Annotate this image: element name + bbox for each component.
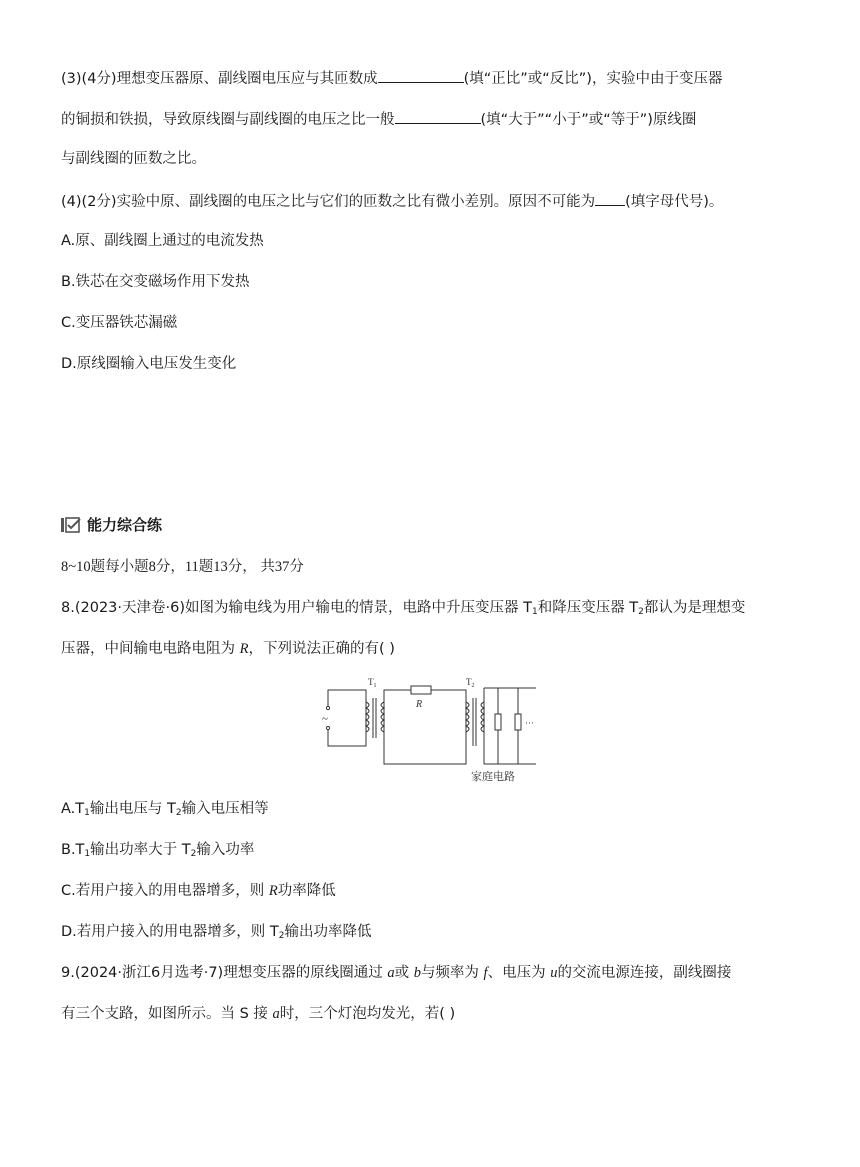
q8-stem-text-3: 都认为是理想变 bbox=[643, 600, 746, 616]
label-t2: $T_2$ bbox=[466, 677, 475, 689]
q9-text-4: 、电压为 bbox=[487, 965, 551, 981]
load-resistor-2 bbox=[515, 714, 521, 730]
q8-opt-c-2: 功率降低 bbox=[277, 883, 336, 899]
q8-opt-d-2: 输出功率降低 bbox=[284, 924, 372, 940]
label-more-loads: ··· bbox=[525, 718, 534, 728]
section-header bbox=[61, 514, 162, 535]
q8-stem-text-1: 8.(2023·天津卷·6)如图为输电线为用户输电的情景，电路中升压变压器 T bbox=[61, 600, 532, 616]
pencil-check-icon bbox=[61, 517, 81, 533]
q8-opt-c-var: R bbox=[268, 883, 278, 899]
q4-blank[interactable] bbox=[595, 190, 625, 206]
q9-var-a-2: a bbox=[272, 1006, 280, 1022]
q8-var-r: R bbox=[239, 641, 249, 657]
q8-opt-a-3: 输入电压相等 bbox=[181, 801, 269, 817]
label-r: R bbox=[416, 699, 423, 710]
label-home-circuit: 家庭电路 bbox=[471, 770, 515, 783]
q4-stem bbox=[61, 190, 723, 212]
q8-option-d bbox=[61, 922, 371, 946]
q8-opt-a-sub-1: 1 bbox=[84, 808, 90, 818]
q8-opt-b-3: 输入功率 bbox=[196, 842, 255, 858]
section-title: 能力综合练 bbox=[87, 516, 163, 534]
q9-text-2: 或 bbox=[394, 965, 414, 981]
ac-source-symbol: ~ bbox=[322, 713, 328, 725]
q8-opt-c-1: C.若用户接入的用电器增多，则 bbox=[61, 883, 269, 899]
q9-text-6: 有三个支路，如图所示。当 S 接 bbox=[61, 1006, 273, 1022]
score-note: 8~10题每小题8分，11题13分， 共37分 bbox=[61, 559, 304, 575]
q9-text-7: 时，三个灯泡均发光，若( ) bbox=[279, 1006, 456, 1022]
q9-text-5: 的交流电源连接，副线圈接 bbox=[557, 965, 732, 981]
q9-text-1: 9.(2024·浙江6月选考·7)理想变压器的原线圈通过 bbox=[61, 965, 388, 981]
label-t1: $T_1$ bbox=[368, 677, 377, 689]
q8-opt-a-1: A.T bbox=[61, 801, 85, 817]
q9-var-u: u bbox=[550, 965, 558, 981]
q3-line-3: 与副线圈的匝数之比。 bbox=[61, 151, 206, 167]
q4-option-a: A.原、副线圈上通过的电流发热 bbox=[61, 233, 264, 249]
q4-stem-tail: (填字母代号)。 bbox=[625, 194, 724, 210]
q8-opt-b-sub-2: 2 bbox=[190, 849, 197, 859]
q8-stem-text-5: ，下列说法正确的有( ) bbox=[248, 641, 395, 657]
resistor-r bbox=[411, 686, 431, 694]
load-resistor-1 bbox=[495, 714, 501, 730]
q8-stem-line-1 bbox=[61, 598, 745, 622]
q3-blank-2[interactable] bbox=[395, 108, 481, 124]
q8-opt-d-sub: 2 bbox=[278, 931, 285, 941]
q3-line-2 bbox=[61, 108, 696, 130]
q3-text-c: 的铜损和铁损，导致原线圈与副线圈的电压之比一般 bbox=[61, 112, 395, 128]
q8-sub-2: 2 bbox=[638, 607, 644, 617]
q8-stem-text-2: 和降压变压器 T bbox=[537, 600, 639, 616]
q8-stem-line-2 bbox=[61, 639, 395, 659]
q8-sub-1: 1 bbox=[531, 607, 538, 617]
q8-stem-text-4: 压器，中间输电电路电阻为 bbox=[61, 641, 240, 657]
q9-var-f: f bbox=[483, 965, 488, 981]
q9-stem-line-2 bbox=[61, 1004, 455, 1024]
q8-opt-b-sub-1: 1 bbox=[84, 849, 91, 859]
q3-text-d: (填“大于”“小于”或“等于”)原线圈 bbox=[480, 112, 697, 128]
q8-opt-b-1: B.T bbox=[61, 842, 85, 858]
q3-text-a: (3)(4分)理想变压器原、副线圈电压应与其匝数成 bbox=[61, 71, 378, 87]
q8-opt-b-2: 输出功率大于 T bbox=[90, 842, 191, 858]
q9-stem-line-1 bbox=[61, 963, 731, 983]
q8-opt-a-sub-2: 2 bbox=[175, 808, 182, 818]
q9-var-a: a bbox=[387, 965, 395, 981]
q8-opt-a-2: 输出电压与 T bbox=[89, 801, 176, 817]
q4-option-b: B.铁芯在交变磁场作用下发热 bbox=[61, 274, 250, 290]
q9-text-3: 与频率为 bbox=[420, 965, 484, 981]
q4-option-d: D.原线圈输入电压发生变化 bbox=[61, 356, 237, 372]
q8-option-c bbox=[61, 881, 336, 901]
q4-option-c: C.变压器铁芯漏磁 bbox=[61, 315, 178, 331]
q4-stem-text: (4)(2分)实验中原、副线圈的电压之比与它们的匝数之比有微小差别。原因不可能为 bbox=[61, 194, 596, 210]
q8-option-b bbox=[61, 840, 254, 864]
q8-option-a bbox=[61, 799, 269, 823]
q3-blank-1[interactable] bbox=[378, 67, 464, 83]
q3-text-b: (填“正比”或“反比”)，实验中由于变压器 bbox=[463, 71, 723, 87]
transmission-circuit-figure bbox=[318, 676, 548, 788]
q9-var-b: b bbox=[413, 965, 421, 981]
q8-opt-d-1: D.若用户接入的用电器增多，则 T bbox=[61, 924, 279, 940]
q3-line-1 bbox=[61, 67, 722, 89]
